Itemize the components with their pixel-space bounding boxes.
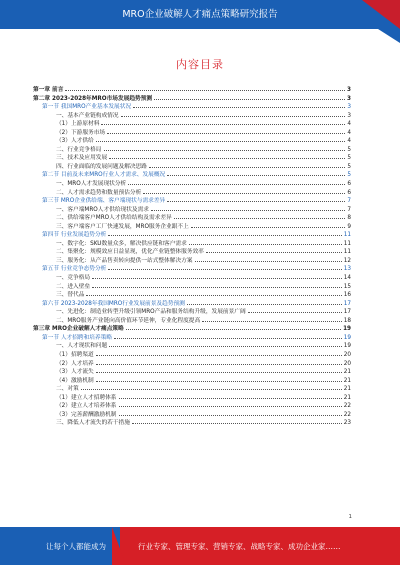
toc-leader-dots (96, 364, 342, 365)
toc-leader-dots (81, 389, 342, 390)
toc-entry[interactable] (33, 171, 351, 180)
toc-entry-label: （2）人才培养 (56, 360, 94, 367)
toc-leader-dots (119, 415, 342, 416)
toc-entry[interactable] (33, 377, 351, 386)
toc-entry-label: 三、降低人才流失的若干措施 (56, 420, 130, 427)
toc-entry[interactable] (33, 385, 351, 394)
toc-entry-page: 18 (343, 317, 351, 324)
toc-entry-label: 第一节 人才招聘和培养策略 (42, 334, 113, 341)
header-title: MRO企业破解人才痛点策略研究报告 (122, 9, 278, 20)
toc-entry[interactable] (33, 189, 351, 198)
toc-leader-dots (128, 184, 345, 185)
toc-entry[interactable] (33, 265, 351, 274)
toc-entry-label: 一、竞争格局 (56, 275, 91, 282)
toc-entry[interactable] (33, 394, 351, 403)
toc-entry[interactable] (33, 419, 351, 428)
toc-leader-dots (151, 210, 345, 211)
toc-entry[interactable] (33, 334, 351, 343)
toc-entry-label: 第二章 2023-2028年MRO市场发展趋势预测 (33, 95, 153, 102)
toc-leader-dots (92, 287, 342, 288)
toc-entry-page: 9 (347, 223, 351, 230)
toc-entry[interactable] (33, 95, 351, 104)
toc-entry-page: 7 (347, 198, 351, 205)
toc-entry-page: 3 (347, 95, 351, 102)
toc-entry-label: 第一章 前言 (33, 87, 64, 93)
toc-entry-label: 二、人才需求趋势和数量预估分析 (56, 189, 142, 196)
toc-leader-dots (202, 321, 342, 322)
toc-entry-page: 19 (343, 334, 351, 341)
toc-leader-dots (191, 227, 346, 228)
toc-entry-label: （1）上游原材料 (56, 121, 100, 128)
toc-leader-dots (104, 150, 346, 151)
toc-entry-page: 14 (343, 275, 351, 282)
toc-entry-page: 7 (347, 206, 351, 213)
toc-leader-dots (133, 107, 345, 108)
toc-entry-label: 第一节 我国MRO产业基本发展状况 (42, 104, 132, 111)
toc-entry-page: 4 (347, 129, 351, 136)
toc-entry[interactable] (33, 120, 351, 129)
toc-leader-dots (132, 423, 342, 424)
toc-entry-label: 一、客户端MRO人才供给现状及需求 (56, 206, 149, 213)
toc-entry-page: 13 (343, 266, 351, 273)
toc-entry[interactable] (33, 317, 351, 326)
toc-leader-dots (108, 235, 341, 236)
toc-entry-label: 第五节 行业竞争态势分析 (42, 266, 107, 273)
toc-entry-page: 21 (343, 377, 351, 384)
toc-entry-label: 二、MRO服务产业链向高价值环节延伸，专业化程度提高 (56, 317, 201, 324)
toc-entry-label: 一、MRO人才发展现状分析 (56, 181, 127, 188)
toc-entry[interactable] (33, 137, 351, 146)
toc-entry[interactable] (33, 325, 351, 334)
toc-entry-page: 11 (343, 249, 351, 256)
toc-leader-dots (119, 406, 342, 407)
toc-entry[interactable] (33, 112, 351, 121)
toc-leader-dots (174, 218, 346, 219)
toc-entry[interactable] (33, 206, 351, 215)
toc-leader-dots (248, 312, 342, 313)
toc-leader-dots (101, 124, 345, 125)
toc-leader-dots (167, 175, 345, 176)
toc-entry-page: 20 (343, 360, 351, 367)
toc-entry-page: 11 (343, 240, 351, 247)
toc-entry-page: 3 (347, 112, 351, 119)
table-of-contents (33, 86, 351, 428)
toc-entry-label: 二、进入壁垒 (56, 283, 91, 290)
toc-leader-dots (86, 295, 341, 296)
toc-entry-page: 8 (347, 215, 351, 222)
toc-entry[interactable] (33, 86, 351, 95)
toc-entry-page: 15 (343, 283, 351, 290)
toc-entry-label: 一、数字化：SKU数量众多，解决供应链和客户需求 (56, 240, 187, 247)
footer-slant (112, 527, 126, 565)
toc-leader-dots (143, 193, 345, 194)
toc-entry-label: （2）下游服务市场 (56, 129, 106, 136)
toc-entry[interactable] (33, 360, 351, 369)
toc-entry-page: 17 (343, 300, 351, 307)
toc-entry-label: 四、行业面临的发展问题及解决思路 (56, 163, 147, 170)
toc-entry-label: 一、基本产业链构成情况 (56, 112, 119, 119)
toc-leader-dots (206, 252, 342, 253)
toc-entry-page: 22 (343, 403, 351, 410)
toc-entry-page: 11 (343, 232, 351, 239)
toc-leader-dots (114, 338, 342, 339)
toc-leader-dots (96, 381, 342, 382)
toc-entry[interactable] (33, 223, 351, 232)
toc-entry-label: 一、先进化：制造业转型升级引领MRO产品和服务结构升级，发展前景广阔 (56, 309, 246, 316)
toc-entry[interactable] (33, 257, 351, 266)
toc-entry-label: 三、技术及应用发展 (56, 155, 108, 162)
toc-leader-dots (121, 116, 346, 117)
toc-entry[interactable] (33, 342, 351, 351)
toc-entry-page: 4 (347, 121, 351, 128)
toc-entry-page: 12 (343, 257, 351, 264)
toc-entry[interactable] (33, 308, 351, 317)
toc-leader-dots (119, 398, 342, 399)
toc-entry-label: 一、人才现状和问题 (56, 343, 108, 350)
toc-leader-dots (187, 304, 342, 305)
toc-leader-dots (96, 372, 342, 373)
toc-entry[interactable] (33, 180, 351, 189)
toc-entry-label: 三、服务化：从产品售卖转向提供一站式整体解决方案 (56, 257, 193, 264)
toc-entry-label: （1）建立人才招聘体系 (56, 394, 117, 401)
toc-entry[interactable] (33, 351, 351, 360)
toc-leader-dots (108, 269, 341, 270)
toc-entry-page: 5 (347, 155, 351, 162)
toc-entry-label: （3）人才流失 (56, 369, 94, 376)
toc-entry-page: 19 (343, 343, 351, 350)
toc-leader-dots (109, 158, 345, 159)
toc-entry-page: 4 (347, 138, 351, 145)
toc-entry[interactable] (33, 283, 351, 292)
footer-slogan-left: 让每个人都能成为 (46, 542, 106, 551)
toc-entry-label: （1）招聘渠道 (56, 351, 94, 358)
toc-leader-dots (107, 133, 345, 134)
toc-entry-page: 5 (347, 146, 351, 153)
toc-entry-page: 19 (343, 326, 351, 333)
toc-entry-label: 二、行业竞争格局 (56, 146, 102, 153)
toc-entry[interactable] (33, 231, 351, 240)
toc-entry[interactable] (33, 274, 351, 283)
toc-entry-label: 二、集聚化：规模效应日益显现，优化产业链整体服务效率 (56, 249, 204, 256)
toc-entry[interactable] (33, 368, 351, 377)
toc-entry-label: 三、替代品 (56, 292, 85, 299)
toc-entry-page: 5 (347, 172, 351, 179)
toc-entry[interactable] (33, 154, 351, 163)
toc-leader-dots (65, 90, 345, 91)
toc-entry[interactable] (33, 103, 351, 112)
toc-entry-page: 21 (343, 394, 351, 401)
toc-entry[interactable] (33, 411, 351, 420)
toc-entry[interactable] (33, 402, 351, 411)
toc-entry[interactable] (33, 146, 351, 155)
toc-entry[interactable] (33, 214, 351, 223)
toc-entry-page: 22 (343, 411, 351, 418)
toc-entry[interactable] (33, 300, 351, 309)
toc-entry-label: 三、客户端客户工厂快速发展，MRO服务企业跟不上 (56, 223, 189, 230)
toc-leader-dots (96, 355, 342, 356)
toc-entry[interactable] (33, 240, 351, 249)
toc-entry-page: 16 (343, 292, 351, 299)
toc-leader-dots (154, 99, 345, 100)
toc-entry-page: 3 (347, 87, 351, 93)
toc-entry-page: 21 (343, 369, 351, 376)
toc-entry-page: 21 (343, 386, 351, 393)
toc-leader-dots (189, 244, 342, 245)
header-bar (0, 0, 400, 29)
toc-entry-label: 第四节 行业发展趋势分析 (42, 232, 107, 239)
toc-entry-page: 6 (347, 189, 351, 196)
toc-entry-label: 二、对策 (56, 386, 79, 393)
header-corner-blue (378, 29, 400, 43)
header-corner-red (362, 0, 400, 29)
footer-slogan-right: 行业专家、管理专家、营销专家、战略专家、成功企业家…… (138, 542, 341, 551)
toc-entry[interactable] (33, 248, 351, 257)
toc-title: 内容目录 (176, 58, 224, 71)
toc-leader-dots (195, 261, 342, 262)
toc-entry-label: （4）激励机制 (56, 377, 94, 384)
toc-entry-page: 23 (343, 420, 351, 427)
toc-leader-dots (149, 167, 345, 168)
toc-leader-dots (109, 346, 342, 347)
toc-leader-dots (167, 201, 345, 202)
toc-leader-dots (126, 329, 341, 330)
toc-entry[interactable] (33, 197, 351, 206)
toc-entry-page: 5 (347, 163, 351, 170)
toc-entry-page: 17 (343, 309, 351, 316)
toc-leader-dots (96, 141, 346, 142)
toc-entry-label: （3）完善薪酬激励机制 (56, 411, 117, 418)
toc-entry[interactable] (33, 129, 351, 138)
toc-entry-page: 3 (347, 104, 351, 111)
toc-entry-label: （3）人才供给 (56, 138, 94, 145)
page-number: 1 (348, 514, 352, 520)
toc-entry-label: （2）建立人才培养体系 (56, 403, 117, 410)
toc-entry[interactable] (33, 291, 351, 300)
toc-entry-label: 第六节 2023-2028年我国MRO行业发展前景及趋势预测 (42, 300, 185, 307)
toc-entry-label: 二、供给端客户MRO人才供给结构及需求差异 (56, 215, 172, 222)
toc-entry-page: 20 (343, 351, 351, 358)
toc-entry-label: 第二节 目前及未来MRO行业人才需求、发展概况 (42, 172, 166, 179)
toc-entry[interactable] (33, 163, 351, 172)
toc-entry-label: 第三节 MRO企业供给端、客户端现状与需求差异 (42, 198, 166, 205)
toc-entry-label: 第三章 MRO企业破解人才痛点策略 (33, 326, 124, 333)
toc-leader-dots (92, 278, 342, 279)
toc-entry-page: 6 (347, 181, 351, 188)
